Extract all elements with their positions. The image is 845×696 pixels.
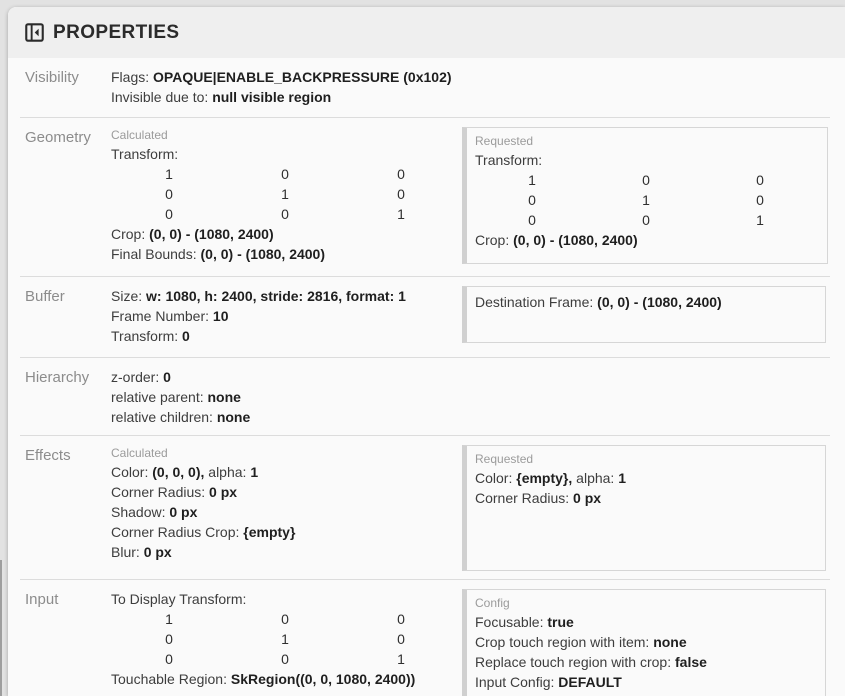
matrix-cell: 0 bbox=[165, 651, 173, 667]
destination-frame-value: (0, 0) - (1080, 2400) bbox=[597, 294, 722, 310]
buffer-transform-value: 0 bbox=[182, 328, 190, 344]
matrix-cell: 0 bbox=[165, 186, 173, 202]
replace-touch-value: false bbox=[675, 654, 707, 670]
matrix-cell: 0 bbox=[642, 172, 650, 188]
corner-radius-crop-label: Corner Radius Crop: bbox=[111, 524, 240, 540]
section-buffer bbox=[8, 277, 845, 357]
final-bounds-line bbox=[111, 244, 462, 264]
section-effects bbox=[8, 436, 845, 579]
section-hierarchy bbox=[8, 358, 845, 435]
left-panel-close-icon[interactable] bbox=[25, 23, 44, 42]
touchable-region-label: Touchable Region: bbox=[111, 671, 227, 687]
buffer-requested-box bbox=[462, 286, 826, 343]
z-order-value: 0 bbox=[163, 369, 171, 385]
matrix-cell: 1 bbox=[165, 611, 173, 627]
color-value: {empty}, bbox=[516, 470, 573, 486]
shadow-line bbox=[111, 502, 462, 522]
matrix-cell: 0 bbox=[165, 206, 173, 222]
color-value: (0, 0, 0), bbox=[152, 464, 205, 480]
calculated-tag: Calculated bbox=[111, 446, 168, 460]
matrix-cell: 0 bbox=[397, 611, 405, 627]
crop-label: Crop: bbox=[111, 226, 146, 242]
corner-radius-label: Corner Radius: bbox=[111, 484, 206, 500]
destination-frame-label: Destination Frame: bbox=[475, 294, 594, 310]
requested-tag: Requested bbox=[475, 134, 534, 148]
buffer-content bbox=[111, 286, 462, 346]
section-label-buffer: Buffer bbox=[25, 288, 65, 305]
matrix-cell: 1 bbox=[756, 212, 764, 228]
final-bounds-label: Final Bounds: bbox=[111, 246, 197, 262]
section-label-hierarchy: Hierarchy bbox=[25, 369, 90, 386]
size-value: w: 1080, h: 2400, stride: 2816, format: 1 bbox=[146, 288, 406, 304]
to-display-transform-matrix bbox=[111, 609, 462, 669]
shadow-value: 0 px bbox=[169, 504, 198, 520]
flags-line bbox=[111, 67, 462, 87]
crop-label: Crop: bbox=[475, 232, 510, 248]
buffer-transform-line bbox=[111, 326, 462, 346]
to-display-transform-label: To Display Transform: bbox=[111, 591, 247, 607]
input-content bbox=[111, 589, 462, 689]
crop-value: (0, 0) - (1080, 2400) bbox=[513, 232, 638, 248]
relative-children-line bbox=[111, 407, 462, 427]
transform-line bbox=[475, 150, 817, 170]
alpha-value: 1 bbox=[250, 464, 259, 480]
matrix-cell: 0 bbox=[397, 631, 405, 647]
z-order-label: z-order: bbox=[111, 369, 160, 385]
effects-requested-box bbox=[462, 445, 826, 571]
calculated-tag: Calculated bbox=[111, 128, 168, 142]
matrix-cell: 1 bbox=[642, 192, 650, 208]
z-order-line bbox=[111, 367, 462, 387]
relative-parent-line bbox=[111, 387, 462, 407]
transform-matrix bbox=[475, 170, 817, 230]
geometry-calculated bbox=[111, 127, 462, 264]
color-line bbox=[475, 468, 815, 488]
properties-header bbox=[8, 7, 845, 58]
matrix-cell: 0 bbox=[281, 651, 289, 667]
touchable-region-value: SkRegion((0, 0, 1080, 2400)) bbox=[230, 671, 416, 687]
color-label: Color: bbox=[475, 470, 513, 486]
focusable-line bbox=[475, 612, 815, 632]
corner-radius-value: 0 px bbox=[209, 484, 238, 500]
to-display-transform-line bbox=[111, 589, 462, 609]
size-label: Size: bbox=[111, 288, 143, 304]
corner-radius-crop-value: {empty} bbox=[243, 524, 296, 540]
input-config-value: DEFAULT bbox=[558, 674, 622, 690]
invisible-value: null visible region bbox=[212, 89, 332, 105]
buffer-transform-label: Transform: bbox=[111, 328, 179, 344]
color-label: Color: bbox=[111, 464, 149, 480]
matrix-cell: 0 bbox=[281, 166, 289, 182]
section-geometry bbox=[8, 118, 845, 276]
alpha-label: alpha: bbox=[208, 464, 247, 480]
matrix-cell: 1 bbox=[165, 166, 173, 182]
invisible-line bbox=[111, 87, 462, 107]
crop-value: (0, 0) - (1080, 2400) bbox=[149, 226, 274, 242]
color-line bbox=[111, 462, 462, 482]
relative-children-value: none bbox=[216, 409, 251, 425]
matrix-cell: 0 bbox=[528, 192, 536, 208]
crop-touch-label: Crop touch region with item: bbox=[475, 634, 650, 650]
invisible-label: Invisible due to: bbox=[111, 89, 209, 105]
section-input bbox=[8, 580, 845, 696]
crop-touch-line bbox=[475, 632, 815, 652]
blur-label: Blur: bbox=[111, 544, 140, 560]
size-line bbox=[111, 286, 462, 306]
alpha-label: alpha: bbox=[576, 470, 615, 486]
scrollbar-thumb[interactable] bbox=[0, 560, 2, 696]
matrix-cell: 0 bbox=[281, 611, 289, 627]
shadow-label: Shadow: bbox=[111, 504, 166, 520]
final-bounds-value: (0, 0) - (1080, 2400) bbox=[200, 246, 326, 262]
focusable-value: true bbox=[547, 614, 574, 630]
requested-tag: Requested bbox=[475, 452, 534, 466]
matrix-cell: 1 bbox=[397, 206, 405, 222]
visibility-content bbox=[111, 67, 462, 107]
crop-line bbox=[111, 224, 462, 244]
config-tag: Config bbox=[475, 596, 510, 610]
section-visibility bbox=[8, 58, 845, 117]
properties-panel bbox=[8, 7, 845, 696]
transform-line bbox=[111, 144, 462, 164]
matrix-cell: 1 bbox=[397, 651, 405, 667]
matrix-cell: 0 bbox=[756, 172, 764, 188]
panel-title: PROPERTIES bbox=[53, 21, 180, 43]
focusable-label: Focusable: bbox=[475, 614, 544, 630]
corner-radius-line bbox=[111, 482, 462, 502]
input-config-line bbox=[475, 672, 815, 692]
matrix-cell: 1 bbox=[281, 631, 289, 647]
transform-label: Transform: bbox=[111, 146, 179, 162]
transform-matrix bbox=[111, 164, 462, 224]
matrix-cell: 1 bbox=[528, 172, 536, 188]
replace-touch-line bbox=[475, 652, 815, 672]
frame-number-label: Frame Number: bbox=[111, 308, 210, 324]
matrix-cell: 0 bbox=[281, 206, 289, 222]
frame-number-value: 10 bbox=[212, 308, 229, 324]
section-label-input: Input bbox=[25, 591, 59, 608]
blur-line bbox=[111, 542, 462, 562]
crop-line bbox=[475, 230, 817, 250]
input-config-label: Input Config: bbox=[475, 674, 555, 690]
relative-parent-value: none bbox=[207, 389, 241, 405]
touchable-region-line bbox=[111, 669, 462, 689]
section-label-geometry: Geometry bbox=[25, 129, 91, 146]
matrix-cell: 0 bbox=[756, 192, 764, 208]
flags-label: Flags: bbox=[111, 69, 150, 85]
matrix-cell: 0 bbox=[528, 212, 536, 228]
effects-calculated bbox=[111, 445, 462, 562]
relative-parent-label: relative parent: bbox=[111, 389, 204, 405]
relative-children-label: relative children: bbox=[111, 409, 213, 425]
destination-frame-line bbox=[475, 292, 815, 312]
corner-radius-label: Corner Radius: bbox=[475, 490, 570, 506]
corner-radius-line bbox=[475, 488, 815, 508]
matrix-cell: 0 bbox=[642, 212, 650, 228]
geometry-requested-box bbox=[462, 127, 828, 264]
replace-touch-label: Replace touch region with crop: bbox=[475, 654, 672, 670]
flags-value: OPAQUE|ENABLE_BACKPRESSURE (0x102) bbox=[153, 69, 452, 85]
matrix-cell: 0 bbox=[165, 631, 173, 647]
blur-value: 0 px bbox=[143, 544, 172, 560]
crop-touch-value: none bbox=[653, 634, 687, 650]
input-config-box bbox=[462, 589, 826, 696]
transform-label: Transform: bbox=[475, 152, 543, 168]
alpha-value: 1 bbox=[618, 470, 627, 486]
hierarchy-content bbox=[111, 367, 462, 427]
corner-radius-crop-line bbox=[111, 522, 462, 542]
matrix-cell: 0 bbox=[397, 186, 405, 202]
matrix-cell: 0 bbox=[397, 166, 405, 182]
matrix-cell: 1 bbox=[281, 186, 289, 202]
section-label-visibility: Visibility bbox=[25, 69, 79, 86]
section-label-effects: Effects bbox=[25, 447, 71, 464]
corner-radius-value: 0 px bbox=[573, 490, 602, 506]
frame-number-line bbox=[111, 306, 462, 326]
